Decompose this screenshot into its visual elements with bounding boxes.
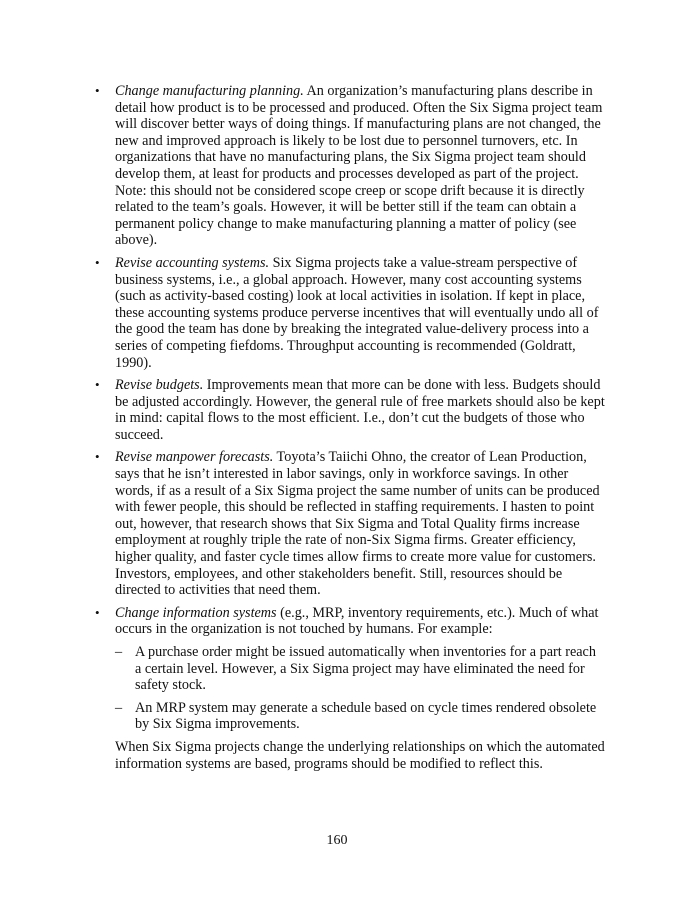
item-lead-phrase: Revise budgets. <box>115 377 204 394</box>
item-body-text: An organization’s manufacturing plans describe in detail how product is to be processed and produced. Often the Six Sigma project team will discover better ways of doing things. If manufacturing plans are not changed, the new and improved approach is likely to be lost due to personnel turnovers, etc. In organizations that have no manufacturing plans, the Six Sigma project team should develop them, at least for products and processes developed as part of the project. Note: this should not be considered scope creep or scope drift because it is directly related to the team’s goals. However, it will be better still if the team can obtain a permanent policy change to make manufacturing planning a matter of policy (see above). <box>115 83 603 249</box>
sublist-item-mrp-schedule <box>115 700 605 733</box>
bullet-icon: • <box>95 377 100 393</box>
example-sublist <box>115 644 605 733</box>
dash-icon: – <box>115 699 123 716</box>
list-item-budgets <box>93 377 605 443</box>
closing-paragraph: When Six Sigma projects change the underlying relationships on which the automated information systems are based, programs should be modified to reflect this. <box>115 738 605 772</box>
list-item-accounting-systems <box>93 255 605 371</box>
bullet-icon: • <box>95 83 100 98</box>
sublist-item-purchase-order <box>115 644 605 694</box>
sublist-item-text: A purchase order might be issued automatically when inventories for a part reach a certain level. However, a Six Sigma project may have eliminated the need for safety stock. <box>135 644 596 694</box>
bullet-icon: • <box>95 604 100 620</box>
item-body-text: Six Sigma projects take a value-stream perspective of business systems, i.e., a global approach. However, many cost accounting systems (such as activity-based costing) look at local activities in isolation. If kept in place, these accounting systems produce perverse incentives that will eventually undo all of the good the team has done by breaking the integrated value-delivery process into a series of competing fiefdoms. Throughput accounting is recommended (Goldratt, 1990). <box>115 254 599 371</box>
item-lead-phrase: Change information systems <box>115 604 277 621</box>
item-lead-phrase: Revise accounting systems. <box>115 254 270 271</box>
list-item-manufacturing-planning <box>93 83 605 249</box>
page-number: 160 <box>326 833 348 848</box>
list-item-information-systems <box>93 605 605 772</box>
bullet-icon: • <box>95 254 100 270</box>
item-body-text: Toyota’s Taiichi Ohno, the creator of Lean Production, says that he isn’t interested in labor savings, only in workforce savings. In other words, if as a result of a Six Sigma project the same number of units can be produced with fewer people, this should be reflected in staffing requirements. I hasten to point out, however, that research shows that Six Sigma and Total Quality firms increase employment at roughly triple the rate of non-Six Sigma firms. Greater efficiency, higher quality, and faster cycle times allow firms to create more value for customers. Investors, employees, and other stakeholders benefit. Still, resources should be directed to activities that need them. <box>115 449 600 599</box>
sublist-item-text: An MRP system may generate a schedule based on cycle times rendered obsolete by Six Sigma improvements. <box>135 699 597 733</box>
body-content <box>93 83 605 778</box>
item-body-text: (e.g., MRP, inventory requirements, etc.). Much of what occurs in the organization is not touched by humans. For example: <box>115 604 599 638</box>
dash-icon: – <box>115 644 123 660</box>
recommendation-list <box>93 83 605 772</box>
item-lead-phrase: Revise manpower forecasts. <box>115 449 274 466</box>
list-item-manpower-forecasts <box>93 449 605 598</box>
item-body-text: Improvements mean that more can be done with less. Budgets should be adjusted accordingly. However, the general rule of free markets should also be kept in mind: capital flows to the most efficient. I.e., don’t cut the budgets of those who succeed. <box>115 377 605 443</box>
item-lead-phrase: Change manufacturing planning. <box>115 83 304 99</box>
bullet-icon: • <box>95 449 100 465</box>
